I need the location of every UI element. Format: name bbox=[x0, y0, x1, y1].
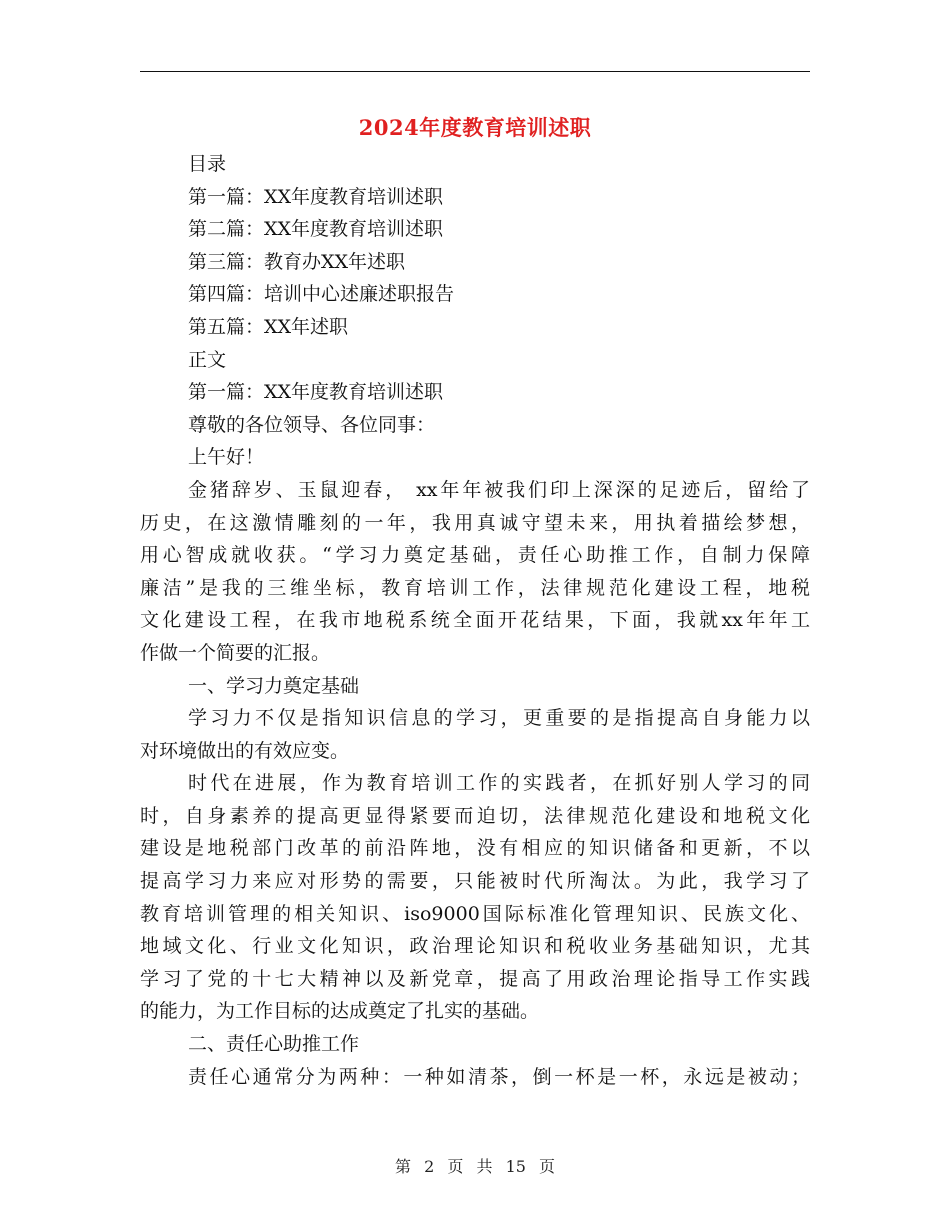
page-word: 页 bbox=[447, 1157, 464, 1176]
paragraph-line: 用心智成就收获。“学习力奠定基础，责任心助推工作，自制力保障 bbox=[140, 544, 810, 567]
total-prefix: 共 bbox=[476, 1157, 493, 1176]
page-number: 2 bbox=[424, 1157, 435, 1176]
paragraph-line: 时，自身素养的提高更显得紧要而迫切，法律规范化建设和地税文化 bbox=[140, 804, 810, 827]
paragraph-line: 地域文化、行业文化知识，政治理论知识和税收业务基础知识，尤其 bbox=[140, 935, 810, 958]
paragraph-line: 廉洁”是我的三维坐标，教育培训工作，法律规范化建设工程，地税 bbox=[140, 576, 810, 599]
toc-item: 第二篇：XX年度教育培训述职 bbox=[188, 218, 444, 241]
toc-item: 第四篇：培训中心述廉述职报告 bbox=[188, 283, 455, 306]
section-heading: 二、责任心助推工作 bbox=[188, 1033, 360, 1056]
toc-item: 第三篇：教育办XX年述职 bbox=[188, 250, 406, 273]
section-title: 第一篇：XX年度教育培训述职 bbox=[188, 381, 444, 404]
section-heading: 一、学习力奠定基础 bbox=[188, 674, 360, 697]
toc-heading: 目录 bbox=[188, 153, 227, 175]
document-body bbox=[140, 148, 810, 1093]
total-suffix: 页 bbox=[539, 1157, 556, 1176]
paragraph-line: 的能力，为工作目标的达成奠定了扎实的基础。 bbox=[140, 1000, 540, 1023]
page-footer bbox=[0, 1154, 950, 1177]
paragraph-line: 时代在进展，作为教育培训工作的实践者，在抓好别人学习的同 bbox=[188, 772, 810, 795]
paragraph-line: 历史，在这激情雕刻的一年，我用真诚守望未来，用执着描绘梦想， bbox=[140, 511, 810, 534]
paragraph-line: 金猪辞岁、玉鼠迎春， xx年年被我们印上深深的足迹后，留给了 bbox=[188, 478, 810, 501]
document-title: 2024年度教育培训述职 bbox=[358, 115, 592, 140]
paragraph-line: 对环境做出的有效应变。 bbox=[140, 739, 350, 762]
paragraph-line: 学习力不仅是指知识信息的学习，更重要的是指提高自身能力以 bbox=[188, 707, 810, 730]
paragraph-line: 建设是地税部门改革的前沿阵地，没有相应的知识储备和更新，不以 bbox=[140, 837, 810, 860]
toc-item: 第一篇：XX年度教育培训述职 bbox=[188, 185, 444, 208]
paragraph-line: 作做一个简要的汇报。 bbox=[140, 641, 331, 664]
header-rule bbox=[140, 71, 810, 72]
page-prefix: 第 bbox=[394, 1157, 411, 1176]
paragraph-line: 提高学习力来应对形势的需要，只能被时代所淘汰。为此，我学习了 bbox=[140, 870, 810, 893]
paragraph-line: 责任心通常分为两种：一种如清茶，倒一杯是一杯，永远是被动； bbox=[188, 1065, 810, 1088]
salutation: 尊敬的各位领导、各位同事： bbox=[188, 413, 436, 436]
toc-item: 第五篇：XX年述职 bbox=[188, 315, 349, 338]
total-pages: 15 bbox=[505, 1157, 526, 1176]
body-heading: 正文 bbox=[188, 348, 227, 371]
paragraph-line: 文化建设工程，在我市地税系统全面开花结果，下面，我就xx年年工 bbox=[140, 609, 810, 632]
paragraph-line: 教育培训管理的相关知识、iso9000国际标准化管理知识、民族文化、 bbox=[140, 902, 810, 925]
paragraph-line: 学习了党的十七大精神以及新党章，提高了用政治理论指导工作实践 bbox=[140, 967, 810, 990]
greeting: 上午好！ bbox=[188, 446, 265, 469]
